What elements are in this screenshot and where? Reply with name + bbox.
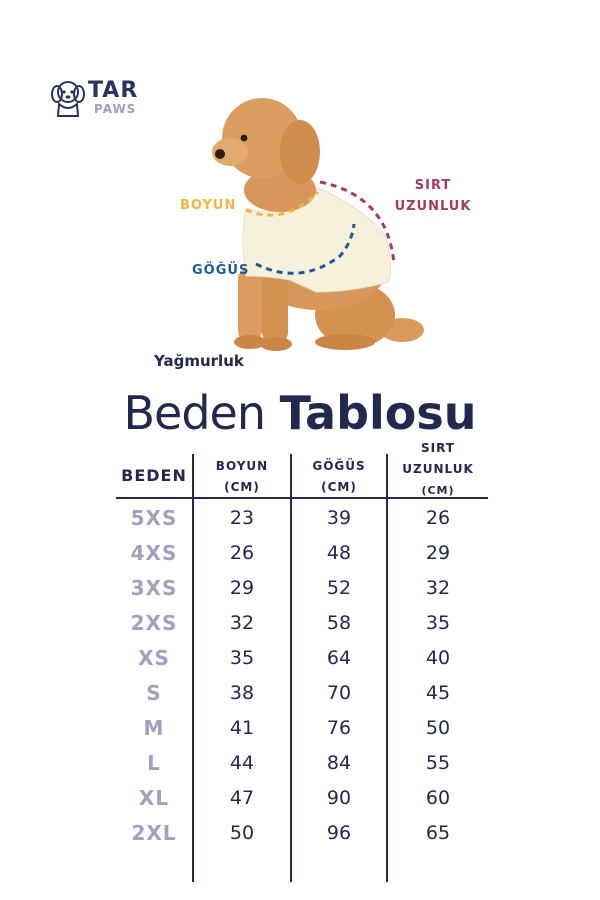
back-length-label-line2: UZUNLUK: [394, 199, 472, 214]
back-cell: 50: [425, 717, 451, 739]
header-back-line1: SIRT: [421, 441, 455, 455]
header-chest: [292, 456, 386, 498]
size-cell: 5XS: [130, 506, 178, 530]
back-cell: 35: [425, 612, 451, 634]
neck-cell: 41: [229, 717, 255, 739]
back-cell: 32: [425, 577, 451, 599]
back-cell: 40: [425, 647, 451, 669]
neck-cell: 47: [229, 787, 255, 809]
table-row: [116, 501, 488, 536]
dog-illustration: [0, 0, 600, 380]
title-light: Beden: [123, 386, 265, 440]
neck-measure-label: BOYUN: [180, 198, 237, 213]
back-length-label: [393, 175, 473, 217]
neck-cell: 23: [229, 507, 255, 529]
size-cell: L: [147, 751, 161, 775]
brand-name-top: TAR: [88, 78, 139, 103]
table-row: [116, 746, 488, 781]
chest-cell: 96: [326, 822, 352, 844]
size-cell: 4XS: [130, 541, 178, 565]
back-cell: 29: [425, 542, 451, 564]
chest-cell: 58: [326, 612, 352, 634]
table-row: [116, 571, 488, 606]
neck-cell: 29: [229, 577, 255, 599]
page-title: [0, 386, 600, 440]
table-row: [116, 641, 488, 676]
back-cell: 60: [425, 787, 451, 809]
chest-cell: 76: [326, 717, 352, 739]
chest-measure-label: GÖĞÜS: [192, 263, 250, 278]
chest-cell: 84: [326, 752, 352, 774]
header-back-line3: (CM): [421, 484, 455, 497]
neck-cell: 44: [229, 752, 255, 774]
header-size: BEDEN: [121, 466, 187, 485]
header-back: [388, 438, 488, 501]
size-cell: XL: [138, 786, 170, 810]
table-row: [116, 676, 488, 711]
chest-cell: 39: [326, 507, 352, 529]
size-cell: XS: [138, 646, 170, 670]
header-neck-line2: (CM): [224, 480, 260, 494]
brand-name-bottom: PAWS: [94, 102, 137, 116]
size-table: [116, 442, 488, 872]
size-cell: 3XS: [130, 576, 178, 600]
size-cell: M: [143, 716, 165, 740]
chest-cell: 90: [326, 787, 352, 809]
chest-cell: 64: [326, 647, 352, 669]
neck-cell: 32: [229, 612, 255, 634]
table-row: [116, 606, 488, 641]
back-cell: 65: [425, 822, 451, 844]
product-name: Yağmurluk: [154, 352, 244, 370]
header-chest-line2: (CM): [321, 480, 357, 494]
table-row: [116, 781, 488, 816]
chest-cell: 48: [326, 542, 352, 564]
chest-cell: 70: [326, 682, 352, 704]
table-row: [116, 711, 488, 746]
header-back-line2: UZUNLUK: [402, 462, 474, 476]
chest-cell: 52: [326, 577, 352, 599]
size-cell: S: [146, 681, 162, 705]
neck-cell: 26: [229, 542, 255, 564]
table-row: [116, 536, 488, 571]
header-chest-line1: GÖĞÜS: [312, 459, 366, 473]
neck-cell: 50: [229, 822, 255, 844]
neck-cell: 38: [229, 682, 255, 704]
back-cell: 45: [425, 682, 451, 704]
title-bold: Tablosu: [279, 386, 477, 440]
back-cell: 26: [425, 507, 451, 529]
back-length-label-line1: SIRT: [414, 178, 452, 193]
neck-cell: 35: [229, 647, 255, 669]
back-cell: 55: [425, 752, 451, 774]
size-cell: 2XL: [131, 821, 177, 845]
header-neck: [194, 456, 290, 498]
size-cell: 2XS: [130, 611, 178, 635]
header-neck-line1: BOYUN: [215, 459, 269, 473]
table-row: [116, 816, 488, 851]
